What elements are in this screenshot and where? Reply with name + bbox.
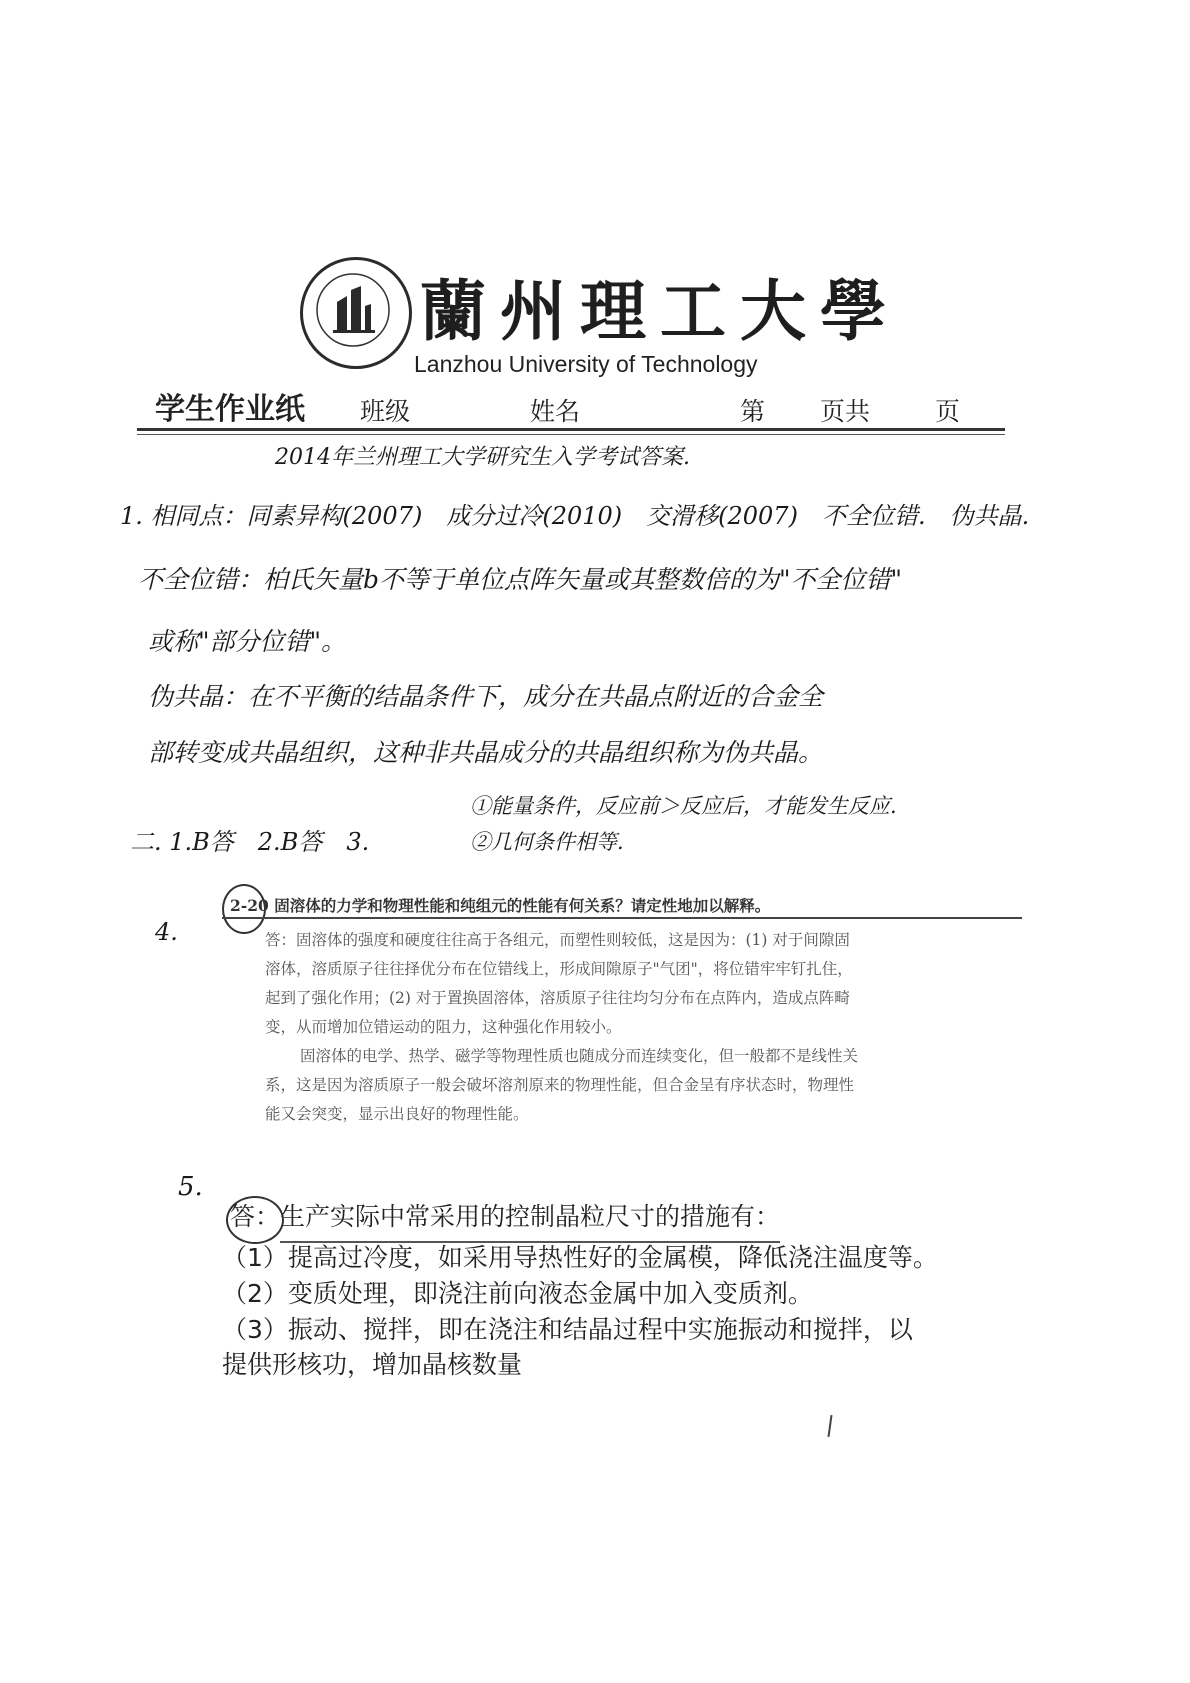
answer-q1-line4: 伪共晶：在不平衡的结晶条件下，成分在共晶点附近的合金全	[148, 682, 824, 711]
sheet-title: 学生作业纸	[155, 392, 305, 427]
answer-q1-line2: 不全位错：柏氏矢量b不等于单位点阵矢量或其整数倍的为"不全位错"	[138, 565, 903, 594]
answer-q1-line5: 部转变成共晶组织，这种非共晶成分的共晶组织称为伪共晶。	[148, 738, 824, 767]
header-rule	[137, 428, 1005, 431]
q20-question	[230, 894, 770, 916]
q20-answer-line: 答：固溶体的强度和硬度往往高于各组元，而塑性则较低，这是因为：(1) 对于间隙固	[265, 931, 850, 949]
answer-q2-condition-1: ①能量条件，反应前＞反应后，才能发生反应.	[470, 794, 897, 818]
page-label-2: 页共	[820, 397, 871, 426]
q20-answer-line: 变，从而增加位错运动的阻力，这种强化作用较小。	[265, 1018, 622, 1036]
answer-q5-label: 5.	[178, 1172, 203, 1202]
q20-answer-line: 能又会突变，显示出良好的物理性能。	[265, 1105, 529, 1123]
university-name-en: Lanzhou University of Technology	[414, 351, 758, 377]
answer-q1-line3: 或称"部分位错"。	[148, 627, 346, 656]
university-name-cn: 蘭州理工大學	[420, 272, 900, 350]
q20-question-text: 固溶体的力学和物理性能和纯组元的性能有何关系？请定性地加以解释。	[274, 896, 771, 915]
q5-answer-line: （2）变质处理，即浇注前向液态金属中加入变质剂。	[222, 1279, 813, 1308]
q20-answer-line: 系，这是因为溶质原子一般会破坏溶剂原来的物理性能，但合金呈有序状态时，物理性	[265, 1076, 855, 1094]
class-label: 班级	[360, 397, 411, 426]
q20-number: 2-20	[230, 896, 269, 915]
q20-answer-line: 固溶体的电学、热学、磁学等物理性质也随成分而连续变化，但一般都不是线性关	[300, 1047, 859, 1065]
answer-q4-label: 4.	[155, 918, 178, 946]
handwritten-title: 2014年兰州理工大学研究生入学考试答案.	[275, 445, 690, 470]
page-label-1: 第	[740, 397, 766, 426]
answer-q2-condition-2: ②几何条件相等.	[470, 830, 624, 854]
page-label-3: 页	[935, 397, 961, 426]
q20-answer-line: 起到了强化作用；(2) 对于置换固溶体，溶质原子往往均匀分布在点阵内，造成点阵畸	[265, 989, 850, 1007]
q20-answer-line: 溶体，溶质原子往往择优分布在位错线上，形成间隙原子"气团"，将位错牢牢钉扎住，	[265, 960, 853, 978]
header-rule-thin	[137, 434, 1005, 435]
answer-q1-line1: 1. 相同点：同素异构(2007) 成分过冷(2010) 交滑移(2007) 不全位错. 伪共晶.	[120, 502, 1030, 530]
q20-underline	[222, 917, 1022, 919]
q5-answer-line: （1）提高过冷度，如采用导热性好的金属模，降低浇注温度等。	[222, 1243, 938, 1272]
name-label: 姓名	[530, 397, 581, 426]
pen-mark	[827, 1415, 832, 1437]
q5-answer-line: 提供形核功，增加晶核数量	[222, 1350, 523, 1379]
q5-answer-line: （3）振动、搅拌，即在浇注和结晶过程中实施振动和搅拌，以	[222, 1315, 913, 1344]
answer-q2-main: 二. 1.B答 2.B答 3.	[130, 828, 370, 856]
q5-answer-line: 答：生产实际中常采用的控制晶粒尺寸的措施有：	[230, 1202, 781, 1231]
university-seal-icon	[300, 257, 412, 369]
